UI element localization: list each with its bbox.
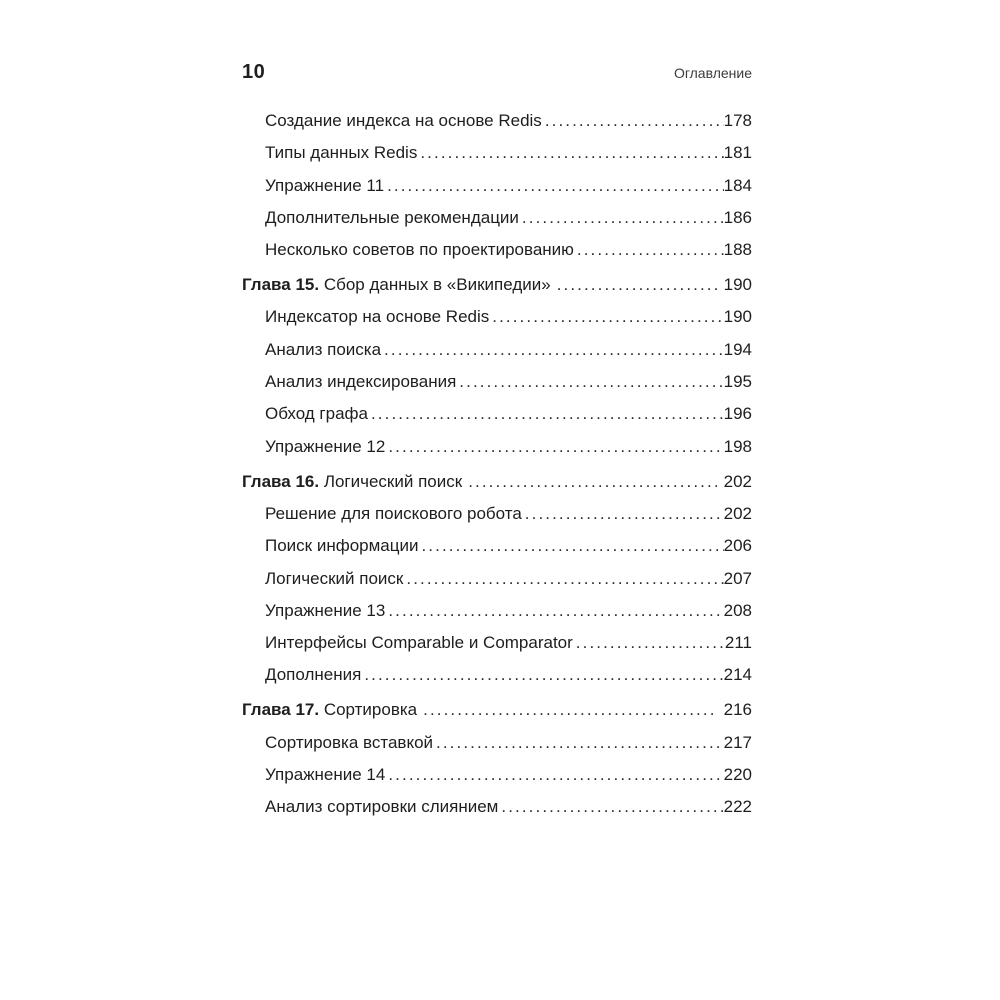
toc-entry-title: Поиск информации bbox=[265, 536, 419, 556]
toc-entry bbox=[242, 504, 752, 524]
toc-entry-title: Упражнение 13 bbox=[265, 600, 386, 620]
toc-entry bbox=[242, 665, 752, 685]
toc-entry bbox=[242, 275, 752, 295]
toc-entry-title: Несколько советов по проектированию bbox=[265, 240, 574, 260]
toc-entry-page: 184 bbox=[723, 175, 752, 195]
toc-entry bbox=[242, 208, 752, 228]
toc-entry-page: 190 bbox=[723, 307, 752, 327]
toc-dot-leader bbox=[576, 633, 725, 653]
toc-entry bbox=[242, 404, 752, 424]
toc-dot-leader bbox=[384, 340, 724, 360]
page-number: 10 bbox=[242, 61, 266, 83]
toc-entry bbox=[242, 307, 752, 327]
toc-entry-page: 178 bbox=[723, 111, 752, 130]
toc-entry-page: 217 bbox=[723, 732, 752, 752]
toc-entry-page: 214 bbox=[723, 665, 752, 685]
toc-entry bbox=[242, 340, 752, 360]
toc-entry-page: 196 bbox=[723, 404, 752, 424]
toc-dot-leader bbox=[423, 700, 717, 720]
toc-entry-page: 186 bbox=[723, 207, 752, 227]
toc-entry-page: 206 bbox=[723, 536, 752, 556]
toc-dot-leader bbox=[406, 569, 723, 589]
toc-dot-leader bbox=[436, 733, 724, 753]
toc-entry-page: 198 bbox=[723, 436, 752, 456]
toc-entry-title: Упражнение 12 bbox=[265, 436, 386, 456]
toc-entry bbox=[242, 472, 752, 492]
toc-entry-title: Логический поиск bbox=[323, 471, 463, 491]
toc-entry bbox=[242, 733, 752, 753]
toc-dot-leader bbox=[459, 372, 723, 392]
toc-entry bbox=[242, 536, 752, 556]
toc-entry bbox=[242, 601, 752, 621]
toc-entry bbox=[242, 569, 752, 589]
toc-entry-title: Анализ сортировки слиянием bbox=[265, 797, 499, 817]
toc-entry-title: Анализ поиска bbox=[265, 339, 382, 359]
toc-entry-title: Сортировка bbox=[323, 700, 418, 720]
toc-entry-page: 188 bbox=[723, 240, 752, 260]
toc-entry-page: 181 bbox=[723, 143, 752, 163]
toc-entry-title: Интерфейсы Comparable и Comparator bbox=[265, 633, 573, 653]
toc-dot-leader bbox=[557, 275, 717, 295]
toc-entry-title: Обход графа bbox=[265, 404, 368, 424]
toc-dot-leader bbox=[388, 601, 723, 621]
toc-entry-page: 207 bbox=[723, 568, 752, 588]
toc-entry-chapter: Глава 16. bbox=[242, 471, 324, 491]
toc-entry-title: Индексатор на основе Redis bbox=[265, 307, 490, 327]
toc-entry-title: Анализ индексирования bbox=[265, 372, 457, 392]
toc-entry-page: 194 bbox=[723, 339, 752, 359]
toc-entry-chapter: Глава 17. bbox=[242, 700, 324, 720]
toc-entry bbox=[242, 372, 752, 392]
toc-entry-title: Создание индекса на основе Redis bbox=[265, 111, 542, 130]
toc-entry bbox=[242, 437, 752, 457]
toc-entry-title: Упражнение 14 bbox=[265, 765, 386, 785]
toc-entry-title: Сортировка вставкой bbox=[265, 732, 434, 752]
toc-dot-leader bbox=[545, 111, 724, 131]
toc-dot-leader bbox=[525, 504, 724, 524]
toc-entry-chapter: Глава 15. bbox=[242, 275, 324, 295]
toc-dot-leader bbox=[421, 536, 723, 556]
toc-dot-leader bbox=[364, 665, 723, 685]
toc-entry-title: Решение для поискового робота bbox=[265, 503, 522, 523]
toc-entry-title: Дополнения bbox=[265, 665, 362, 685]
toc-entry bbox=[242, 765, 752, 785]
toc-entry bbox=[242, 176, 752, 196]
toc-entry bbox=[242, 240, 752, 260]
toc-dot-leader bbox=[420, 143, 723, 163]
toc-list bbox=[242, 111, 752, 817]
toc-dot-leader bbox=[371, 404, 724, 424]
running-header bbox=[242, 60, 752, 85]
toc-dot-leader bbox=[388, 765, 723, 785]
toc-entry-title: Типы данных Redis bbox=[265, 143, 418, 163]
toc-entry-title: Упражнение 11 bbox=[265, 175, 385, 195]
toc-dot-leader bbox=[501, 797, 723, 817]
toc-dot-leader bbox=[468, 472, 716, 492]
toc-dot-leader bbox=[387, 176, 724, 196]
toc-entry-title: Дополнительные рекомендации bbox=[265, 207, 519, 227]
toc-dot-leader bbox=[522, 208, 724, 228]
toc-dot-leader bbox=[492, 307, 723, 327]
toc-entry bbox=[242, 143, 752, 163]
toc-entry-page: 220 bbox=[723, 765, 752, 785]
toc-dot-leader bbox=[388, 437, 723, 457]
toc-entry bbox=[242, 797, 752, 817]
toc-dot-leader bbox=[577, 240, 724, 260]
toc-entry-page: 211 bbox=[724, 633, 752, 653]
toc-entry-page: 216 bbox=[723, 700, 752, 720]
toc-entry-title: Логический поиск bbox=[265, 568, 404, 588]
toc-entry bbox=[242, 700, 752, 720]
page-content bbox=[242, 60, 752, 830]
toc-entry-page: 190 bbox=[723, 275, 752, 295]
toc-entry bbox=[242, 633, 752, 653]
toc-entry bbox=[242, 111, 752, 131]
toc-entry-page: 208 bbox=[723, 600, 752, 620]
toc-entry-page: 195 bbox=[723, 372, 752, 392]
running-head-title: Оглавление bbox=[673, 65, 752, 81]
toc-entry-title: Сбор данных в «Википедии» bbox=[323, 275, 551, 295]
toc-entry-page: 222 bbox=[723, 797, 752, 817]
toc-entry-page: 202 bbox=[723, 503, 752, 523]
toc-entry-page: 202 bbox=[723, 471, 752, 491]
